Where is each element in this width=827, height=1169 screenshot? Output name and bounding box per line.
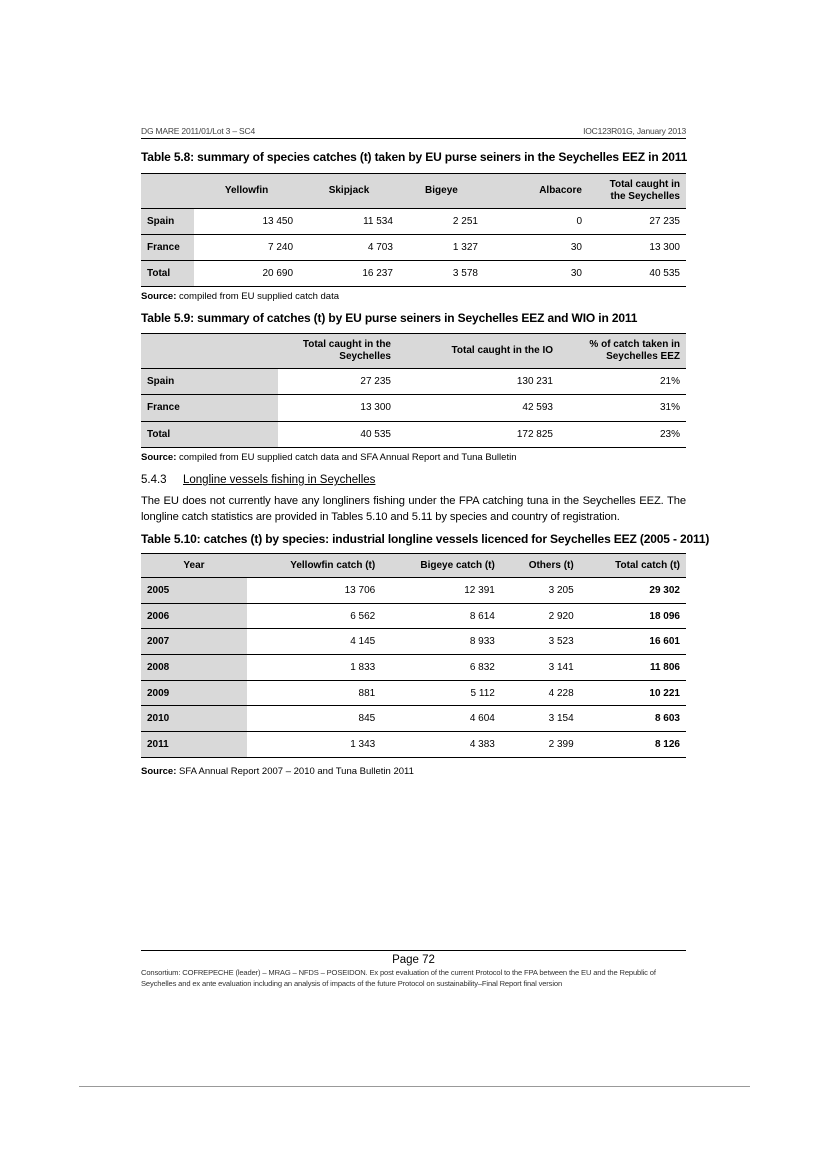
- table-cell: 10 221: [580, 680, 686, 706]
- table-cell: 4 604: [381, 706, 501, 732]
- row-label: France: [141, 235, 194, 261]
- table-cell: 3 205: [501, 578, 580, 604]
- table-cell: 8 126: [580, 732, 686, 758]
- row-label: Spain: [141, 209, 194, 235]
- table-row: [141, 261, 686, 287]
- section-heading: [141, 474, 375, 486]
- table-cell: 5 112: [381, 680, 501, 706]
- table-header-row: [141, 174, 686, 209]
- table-5-9-source: [141, 452, 516, 463]
- table-cell: 29 302: [580, 578, 686, 604]
- footer-rule: [141, 950, 686, 951]
- table-cell: 8 614: [381, 603, 501, 629]
- table-cell: 21%: [559, 369, 686, 395]
- page-number: Page 72: [392, 954, 435, 966]
- column-header: Year: [141, 554, 247, 578]
- table-cell: 6 832: [381, 655, 501, 681]
- table-row: [141, 680, 686, 706]
- table-row: [141, 369, 686, 395]
- footer-text: Consortium: COFREPECHE (leader) – MRAG – NFDS – POSEIDON. Ex post evaluation of the current Protocol to the FPA between the EU and the Republic of Seychelles and ex ante evaluation including an analysis of impacts of the future Protocol on sustainability–Final Report final version: [141, 968, 656, 988]
- table-5-10-source: [141, 766, 414, 777]
- table-cell: 40 535: [278, 421, 397, 447]
- table-cell: 31%: [559, 395, 686, 421]
- column-header: Others (t): [501, 554, 580, 578]
- section-number: 5.4.3: [141, 474, 167, 486]
- header-rule: [141, 138, 686, 139]
- source-text: compiled from EU supplied catch data and SFA Annual Report and Tuna Bulletin: [176, 452, 517, 463]
- table-5-8-caption: Table 5.8: summary of species catches (t) taken by EU purse seiners in the Seychelles EEZ in 2011: [141, 150, 688, 164]
- column-header: Skipjack: [299, 174, 399, 209]
- table-row: [141, 629, 686, 655]
- column-header: Total caught in the Seychelles: [278, 334, 397, 369]
- table-cell: 2 399: [501, 732, 580, 758]
- table-cell: 2 251: [399, 209, 484, 235]
- column-header: Bigeye: [399, 174, 484, 209]
- table-header-row: [141, 334, 686, 369]
- table-cell: 1 833: [247, 655, 381, 681]
- column-header: Total caught in the IO: [397, 334, 559, 369]
- table-cell: 13 300: [588, 235, 686, 261]
- section-title: Longline vessels fishing in Seychelles: [183, 474, 376, 486]
- table-row: [141, 421, 686, 447]
- column-header: Albacore: [484, 174, 588, 209]
- table-cell: 3 578: [399, 261, 484, 287]
- table-cell: 13 450: [194, 209, 299, 235]
- row-label: Total: [141, 421, 278, 447]
- table-cell: 16 601: [580, 629, 686, 655]
- source-label: Source:: [141, 452, 177, 463]
- table-cell: 18 096: [580, 603, 686, 629]
- table-row: [141, 732, 686, 758]
- table-cell: 11 806: [580, 655, 686, 681]
- table-cell: 13 300: [278, 395, 397, 421]
- table-cell: 7 240: [194, 235, 299, 261]
- table-cell: 881: [247, 680, 381, 706]
- column-header: Total caught in the Seychelles: [588, 174, 686, 209]
- row-label: 2009: [141, 680, 247, 706]
- table-5-9-caption: Table 5.9: summary of catches (t) by EU purse seiners in Seychelles EEZ and WIO in 2011: [141, 311, 638, 325]
- table-cell: 8 603: [580, 706, 686, 732]
- table-row: [141, 706, 686, 732]
- row-label: 2008: [141, 655, 247, 681]
- source-label: Source:: [141, 766, 177, 777]
- table-5-10: [141, 553, 686, 758]
- column-header: [141, 334, 278, 369]
- row-label: 2007: [141, 629, 247, 655]
- table-cell: 3 154: [501, 706, 580, 732]
- table-cell: 30: [484, 235, 588, 261]
- table-cell: 130 231: [397, 369, 559, 395]
- column-header: Yellowfin: [194, 174, 299, 209]
- table-row: [141, 235, 686, 261]
- table-cell: 42 593: [397, 395, 559, 421]
- row-label: 2006: [141, 603, 247, 629]
- table-cell: 4 228: [501, 680, 580, 706]
- table-cell: 4 703: [299, 235, 399, 261]
- table-5-10-caption: Table 5.10: catches (t) by species: industrial longline vessels licenced for Seychelles EEZ (2005 - 2011): [141, 532, 710, 546]
- table-cell: 8 933: [381, 629, 501, 655]
- column-header: Yellowfin catch (t): [247, 554, 381, 578]
- table-cell: 845: [247, 706, 381, 732]
- header-right: IOC123R01G, January 2013: [583, 126, 686, 136]
- table-row: [141, 603, 686, 629]
- table-cell: 11 534: [299, 209, 399, 235]
- table-cell: 0: [484, 209, 588, 235]
- table-cell: 1 327: [399, 235, 484, 261]
- column-header: [141, 174, 194, 209]
- table-cell: 27 235: [278, 369, 397, 395]
- column-header: Bigeye catch (t): [381, 554, 501, 578]
- table-cell: 4 383: [381, 732, 501, 758]
- row-label: Spain: [141, 369, 278, 395]
- table-5-9: [141, 333, 686, 448]
- table-5-8-source: [141, 291, 339, 302]
- row-label: France: [141, 395, 278, 421]
- table-row: [141, 655, 686, 681]
- column-header: Total catch (t): [580, 554, 686, 578]
- row-label: Total: [141, 261, 194, 287]
- table-5-8: [141, 173, 686, 287]
- table-row: [141, 395, 686, 421]
- table-cell: 16 237: [299, 261, 399, 287]
- row-label: 2005: [141, 578, 247, 604]
- table-cell: 6 562: [247, 603, 381, 629]
- table-header-row: [141, 554, 686, 578]
- table-cell: 20 690: [194, 261, 299, 287]
- table-cell: 23%: [559, 421, 686, 447]
- table-row: [141, 578, 686, 604]
- row-label: 2010: [141, 706, 247, 732]
- body-paragraph: The EU does not currently have any longliners fishing under the FPA catching tuna in the Seychelles EEZ. The longline catch statistics are provided in Tables 5.10 and 5.11 by species and country of registration.: [141, 495, 686, 523]
- table-cell: 1 343: [247, 732, 381, 758]
- source-text: SFA Annual Report 2007 – 2010 and Tuna Bulletin 2011: [176, 766, 414, 777]
- row-label: 2011: [141, 732, 247, 758]
- source-label: Source:: [141, 291, 177, 302]
- table-cell: 3 141: [501, 655, 580, 681]
- table-cell: 13 706: [247, 578, 381, 604]
- page-bottom-rule: [79, 1086, 750, 1087]
- table-row: [141, 209, 686, 235]
- table-cell: 2 920: [501, 603, 580, 629]
- table-cell: 40 535: [588, 261, 686, 287]
- table-cell: 27 235: [588, 209, 686, 235]
- source-text: compiled from EU supplied catch data: [176, 291, 340, 302]
- header-left: DG MARE 2011/01/Lot 3 – SC4: [141, 126, 255, 136]
- table-cell: 172 825: [397, 421, 559, 447]
- table-cell: 3 523: [501, 629, 580, 655]
- table-cell: 30: [484, 261, 588, 287]
- table-cell: 4 145: [247, 629, 381, 655]
- table-cell: 12 391: [381, 578, 501, 604]
- column-header: % of catch taken in Seychelles EEZ: [559, 334, 686, 369]
